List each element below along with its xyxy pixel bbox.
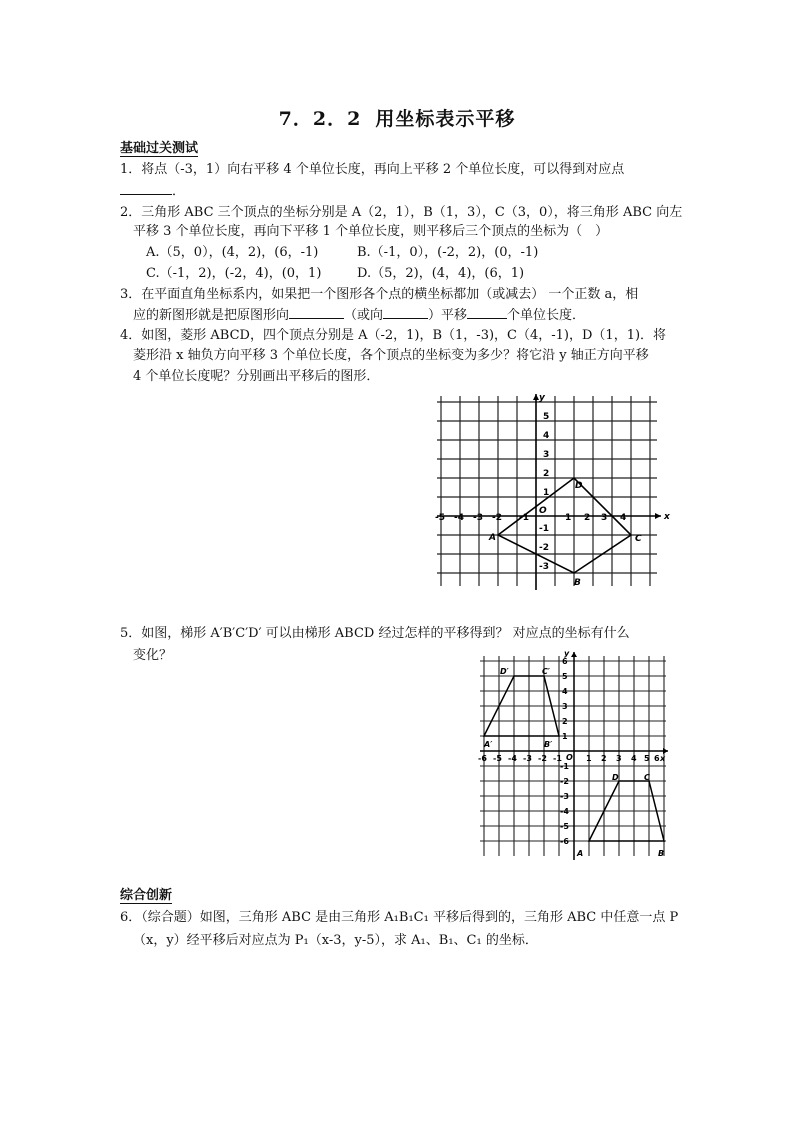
q1-line2: ． — [120, 182, 185, 200]
section-number: 7．2．2 — [278, 108, 362, 130]
y-tick: 4 — [543, 431, 550, 441]
y-tick: 5 — [562, 672, 568, 681]
q2-option-b: B.（-1，0），(-2，2)，(0，-1) — [357, 245, 539, 260]
y-tick: 3 — [562, 702, 568, 711]
x-tick: -4 — [508, 754, 517, 763]
origin-label: O — [566, 753, 573, 762]
y-axis-label: y — [539, 393, 545, 403]
x-tick: -5 — [493, 754, 502, 763]
x-tick: -3 — [473, 513, 483, 523]
y-tick: 4 — [562, 687, 568, 696]
y-tick: 2 — [562, 717, 568, 726]
answer-blank — [467, 306, 507, 319]
figure-trapezoid-grid — [472, 650, 672, 862]
q5-line2: 变化？ — [133, 648, 173, 663]
x-tick: 4 — [620, 513, 627, 523]
q4-line1: 4．如图，菱形 ABCD，四个顶点分别是 A（-2，1)，B（1，-3)，C（4，-1)，D（1，1)．将 — [120, 328, 667, 343]
point-a-label: A — [577, 849, 584, 858]
x-tick: -1 — [519, 513, 529, 523]
q6-line2: （x，y）经平移后对应点为 P₁（x-3，y-5），求 A₁、B₁、C₁ 的坐标． — [133, 933, 538, 948]
y-tick: -2 — [539, 543, 549, 553]
y-axis-label: y — [564, 649, 570, 658]
point-b-label: B — [574, 578, 581, 588]
origin-label: O — [539, 506, 547, 516]
x-tick: 2 — [584, 513, 591, 523]
y-tick: 2 — [543, 469, 550, 479]
y-tick: 6 — [562, 657, 568, 666]
x-tick: 3 — [601, 513, 608, 523]
point-d-label: D — [612, 773, 619, 782]
q5-line1: 5．如图，梯形 A′B′C′D′ 可以由梯形 ABCD 经过怎样的平移得到？ 对应点的坐标有什么 — [120, 626, 630, 641]
y-tick: -2 — [560, 777, 569, 786]
answer-blank — [289, 306, 344, 319]
y-tick: -5 — [560, 822, 569, 831]
y-tick: 3 — [543, 450, 550, 460]
answer-blank — [383, 306, 428, 319]
section-heading-comprehensive: 综合创新 — [120, 888, 173, 903]
x-tick: -4 — [454, 513, 464, 523]
y-tick: -3 — [539, 562, 549, 572]
answer-blank — [120, 182, 172, 195]
x-axis-label: x — [660, 754, 666, 763]
x-tick: 3 — [616, 754, 622, 763]
y-tick: -4 — [560, 807, 569, 816]
q2-line1: 2．三角形 ABC 三个顶点的坐标分别是 A（2，1），B（1，3），C（3，0），将三角形 ABC 向左 — [120, 205, 683, 220]
y-tick: -1 — [560, 762, 569, 771]
point-a1-label: A′ — [484, 740, 493, 749]
x-tick: 5 — [644, 754, 650, 763]
y-tick: -3 — [560, 792, 569, 801]
q3-line2: 应的新图形就是把原图形向 （或向 ）平移 个单位长度． — [133, 308, 586, 323]
q2-option-d: D.（5，2)，(4，4)，(6，1) — [357, 266, 525, 281]
x-axis-label: x — [664, 512, 670, 522]
x-tick: 1 — [565, 513, 572, 523]
x-tick: -2 — [492, 513, 502, 523]
x-tick: -2 — [538, 754, 547, 763]
point-d-label: D — [575, 481, 583, 491]
q2-line2: 平移 3 个单位长度，再向下平移 1 个单位长度，则平移后三个顶点的坐标为（ ） — [133, 224, 609, 239]
q3-line1: 3．在平面直角坐标系内，如果把一个图形各个点的横坐标都加（或减去） 一个正数 a，相 — [120, 287, 639, 302]
x-tick: 6 — [654, 754, 660, 763]
section-heading-basic: 基础过关测试 — [120, 141, 199, 156]
x-tick: -1 — [553, 754, 562, 763]
x-tick: -6 — [478, 754, 487, 763]
point-b-label: B — [658, 849, 665, 858]
section-title: 用坐标表示平移 — [375, 108, 516, 130]
point-c1-label: C′ — [542, 667, 550, 676]
point-b1-label: B′ — [544, 740, 553, 749]
point-d1-label: D′ — [500, 667, 509, 676]
y-tick: -6 — [560, 837, 569, 846]
x-tick: 4 — [631, 754, 637, 763]
q6-line1: 6．（综合题）如图，三角形 ABC 是由三角形 A₁B₁C₁ 平移后得到的，三角形 ABC 中任意一点 P — [120, 910, 679, 925]
y-tick: 5 — [543, 412, 550, 422]
y-tick: -1 — [539, 524, 549, 534]
point-a-label: A — [489, 533, 496, 543]
x-tick: -3 — [523, 754, 532, 763]
x-tick: 2 — [601, 754, 607, 763]
point-c-label: C — [635, 534, 642, 544]
point-c-label: C — [644, 773, 650, 782]
q2-option-a: A.（5，0），(4，2)，(6，-1) — [146, 245, 319, 260]
q1-line1: 1．将点（-3，1）向右平移 4 个单位长度，再向上平移 2 个单位长度，可以得到对应点 — [120, 162, 625, 177]
y-tick: 1 — [562, 732, 568, 741]
q4-line3: 4 个单位长度呢？分别画出平移后的图形． — [133, 369, 380, 384]
q2-option-c: C.（-1，2)，(-2，4)，(0，1) — [146, 266, 322, 281]
figure-rhombus-grid — [435, 392, 675, 592]
y-tick: 1 — [543, 488, 550, 498]
x-tick: 1 — [586, 754, 592, 763]
q4-line2: 菱形沿 x 轴负方向平移 3 个单位长度，各个顶点的坐标变为多少？将它沿 y 轴正方向平移 — [133, 348, 649, 363]
page-title — [0, 104, 794, 131]
x-tick: -5 — [435, 513, 445, 523]
